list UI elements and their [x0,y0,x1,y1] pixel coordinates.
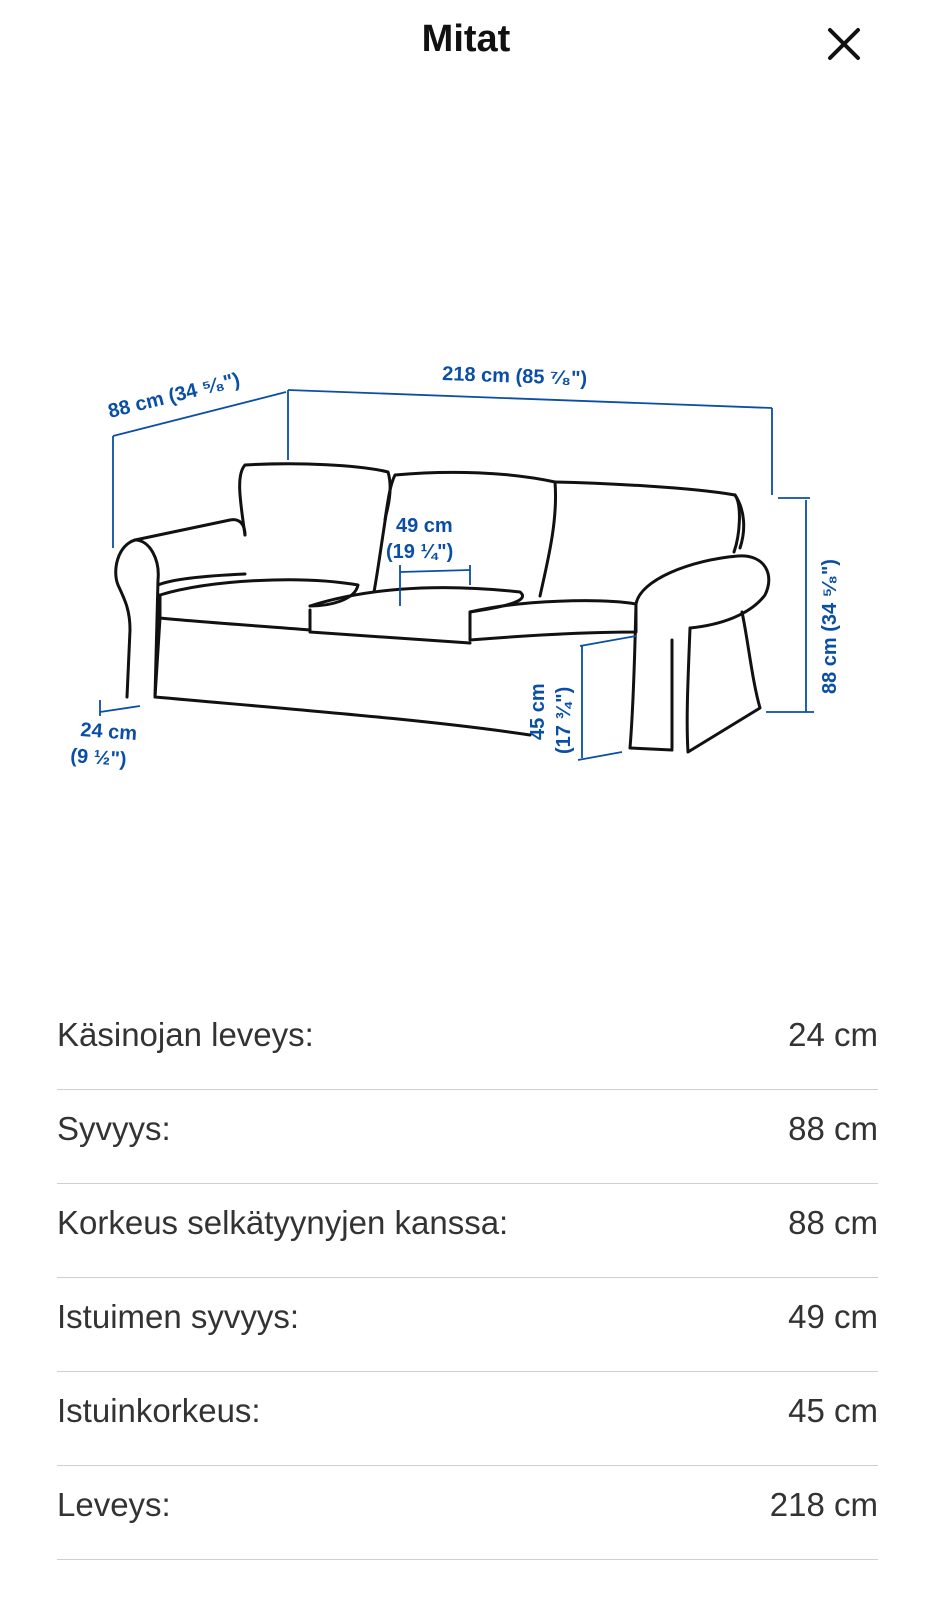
armrest-cm-label: 24 cm [79,719,138,745]
dimension-row [57,1090,878,1184]
dimension-label: Istuinkorkeus: [57,1392,261,1429]
height-dimension-label: 88 cm (34 ⁵⁄₈") [819,559,841,694]
dimension-label: Korkeus selkätyynyjen kanssa: [57,1204,509,1241]
dimension-value: 49 cm [788,1298,878,1335]
dimension-value: 218 cm [769,1486,878,1523]
seat-depth-in-label: (19 ¼") [386,541,454,563]
dimension-label: Leveys: [57,1486,171,1523]
seat-height-cm-label: 45 cm [527,683,549,740]
dimension-row [57,1466,878,1560]
dimension-row [57,1184,878,1278]
dimension-label: Syvyys: [57,1110,171,1147]
page-title: Mitat [421,18,511,60]
dimension-label: Istuimen syvyys: [57,1298,300,1335]
dimension-row [57,1278,878,1372]
dimension-row [57,996,878,1090]
depth-dimension-label: 88 cm (34 ⁵⁄₈") [105,368,243,423]
close-icon [822,22,866,66]
dimension-value: 45 cm [788,1392,878,1429]
header [0,0,932,90]
width-dimension-label: 218 cm (85 ⁷⁄₈") [441,363,588,391]
close-button[interactable] [822,22,866,66]
sofa-dimension-diagram [0,360,932,800]
armrest-in-label: (9 ½") [69,745,128,771]
dimension-label: Käsinojan leveys: [57,1016,314,1053]
sofa-illustration [116,464,769,752]
dimension-value: 88 cm [788,1204,878,1241]
dimension-row [57,1372,878,1466]
seat-depth-cm-label: 49 cm [396,515,453,537]
seat-height-in-label: (17 ¾") [553,686,575,754]
dimensions-list [57,996,878,1560]
dimension-value: 88 cm [788,1110,878,1147]
dimension-value: 24 cm [788,1016,878,1053]
